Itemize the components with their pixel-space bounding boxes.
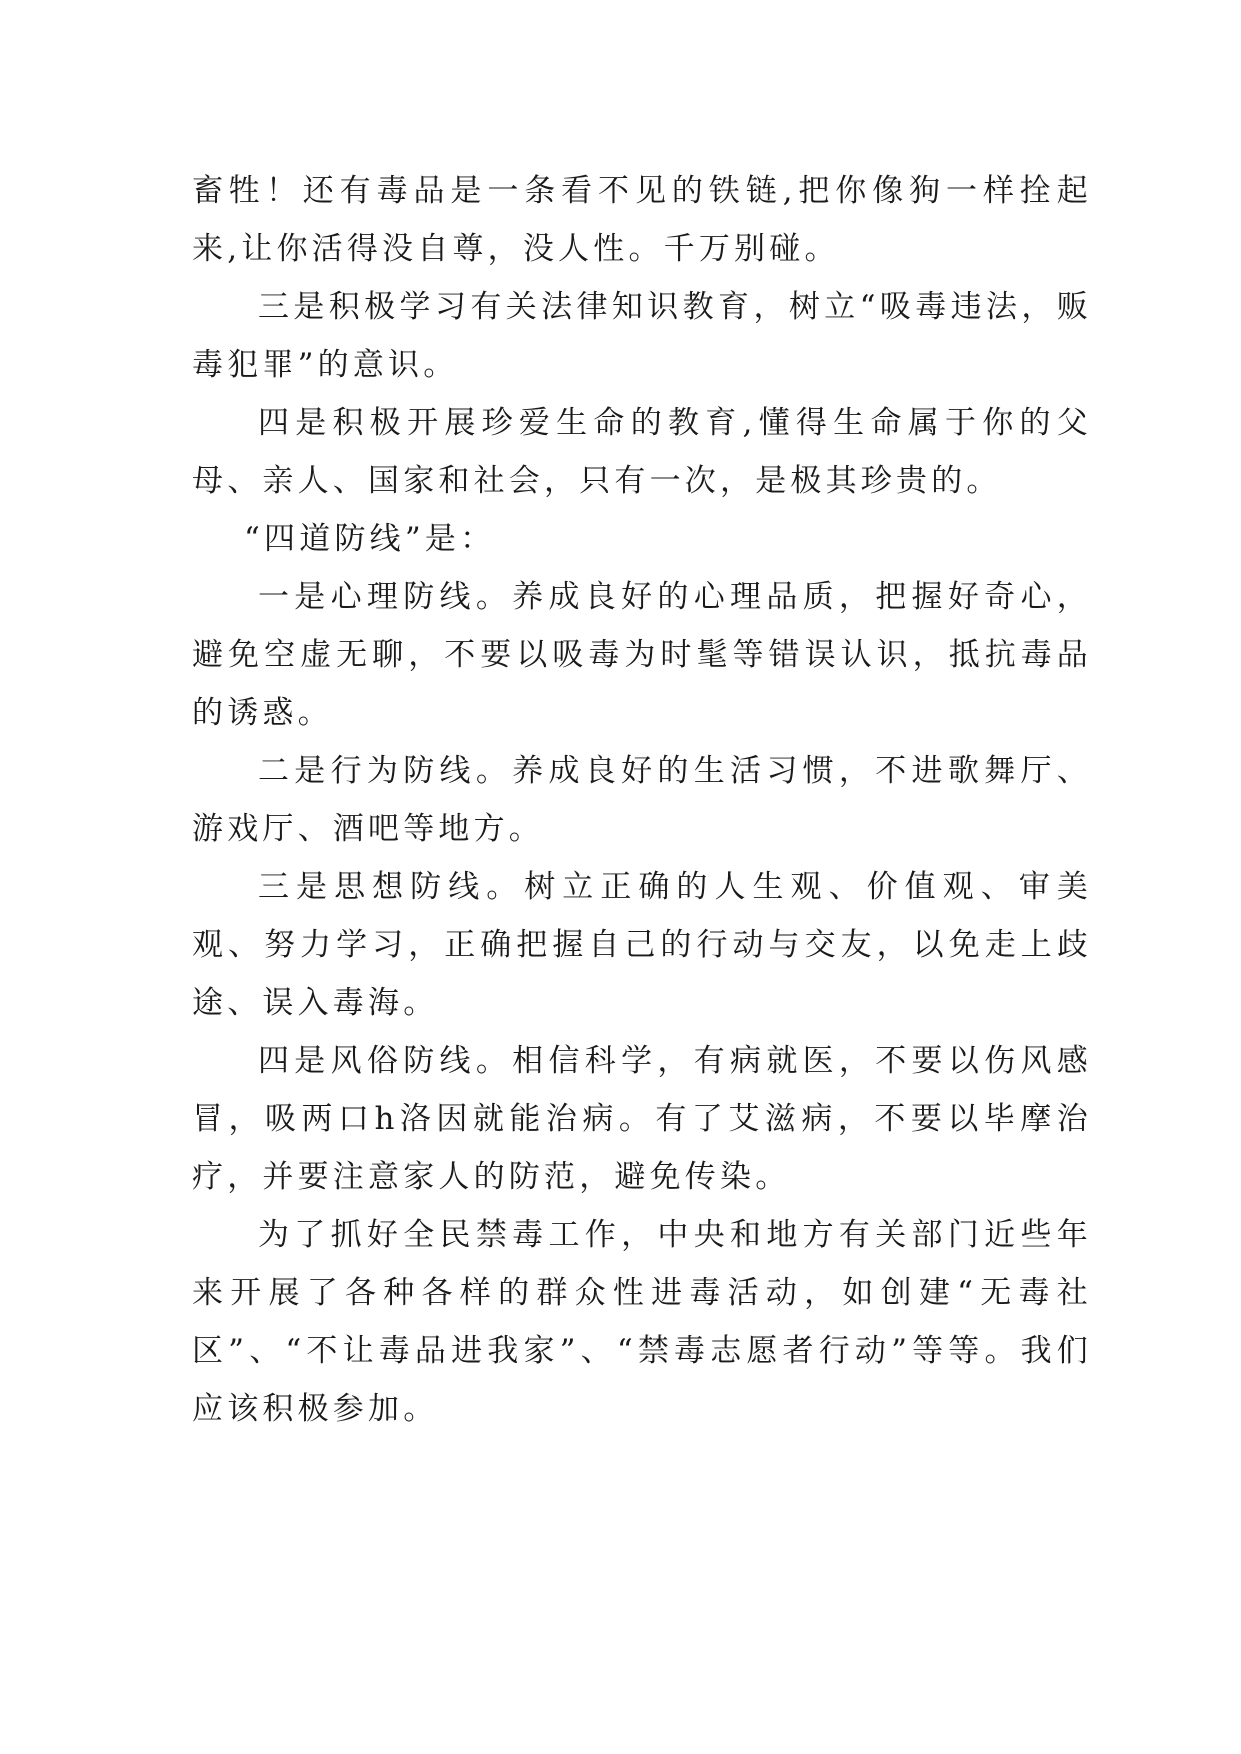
paragraph-5: 一是心理防线。养成良好的心理品质，把握好奇心，避免空虚无聊，不要以吸毒为时髦等错误认识，抵抗毒品的诱惑。 bbox=[192, 579, 1092, 731]
paragraph-6: 二是行为防线。养成良好的生活习惯，不进歌舞厅、游戏厅、酒吧等地方。 bbox=[192, 753, 1092, 847]
paragraph-9: 为了抓好全民禁毒工作，中央和地方有关部门近些年来开展了各种各样的群众性进毒活动，如创建“无毒社区”、“不让毒品进我家”、“禁毒志愿者行动”等等。我们应该积极参加。 bbox=[192, 1217, 1092, 1427]
paragraph-3: 四是积极开展珍爱生命的教育,懂得生命属于你的父母、亲人、国家和社会，只有一次，是极其珍贵的。 bbox=[192, 405, 1092, 499]
paragraph-7: 三是思想防线。树立正确的人生观、价值观、审美观、努力学习，正确把握自己的行动与交友，以免走上歧途、误入毒海。 bbox=[192, 869, 1092, 1021]
paragraph-1: 畜牲！还有毒品是一条看不见的铁链,把你像狗一样拴起来,让你活得没自尊，没人性。千万别碰。 bbox=[192, 173, 1092, 267]
paragraph-2: 三是积极学习有关法律知识教育，树立“吸毒违法，贩毒犯罪”的意识。 bbox=[192, 289, 1092, 383]
paragraph-8: 四是风俗防线。相信科学，有病就医，不要以伤风感冒，吸两口h洛因就能治病。有了艾滋病，不要以毕摩治疗，并要注意家人的防范，避免传染。 bbox=[192, 1043, 1092, 1195]
paragraph-4-heading: “四道防线”是： bbox=[244, 521, 496, 557]
document-body bbox=[192, 162, 1092, 1438]
